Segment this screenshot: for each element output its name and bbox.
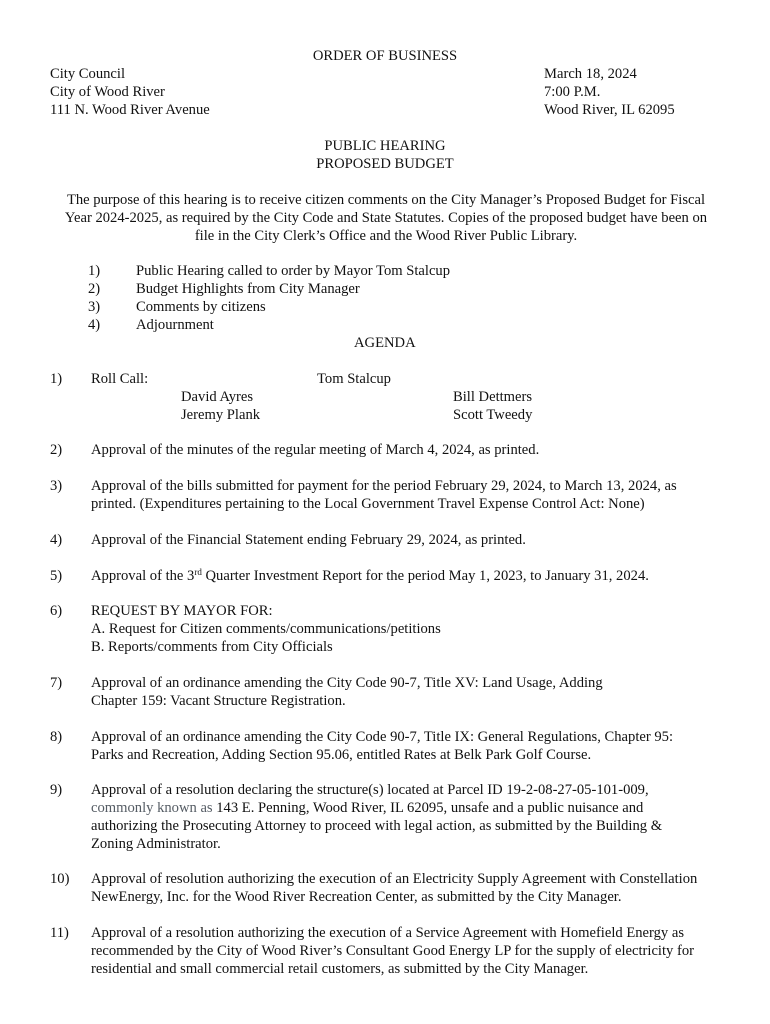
- agenda-item-text: [91, 781, 731, 853]
- agenda-item-text: [91, 567, 731, 585]
- item-number: 7): [50, 675, 63, 691]
- agenda-item-text: [91, 924, 731, 978]
- item-number: 3): [50, 478, 63, 494]
- hearing-item-number: 4): [88, 317, 101, 333]
- agenda-item-text: [91, 728, 731, 764]
- doc-title: ORDER OF BUSINESS: [312, 48, 458, 64]
- agenda-item-line: Approval of resolution authorizing the execution of an Electricity Supply Agreement with Constellation: [91, 871, 698, 887]
- agenda-item-line: Approval of a resolution authorizing the execution of a Service Agreement with Homefield Energy as: [91, 925, 685, 941]
- agenda-item-line: Chapter 159: Vacant Structure Registration.: [91, 693, 346, 709]
- agenda-item-subline: B. Reports/comments from City Officials: [91, 639, 333, 655]
- city-name: City of Wood River: [50, 84, 165, 100]
- hearing-item-number: 1): [88, 263, 101, 279]
- agenda-item-line: residential and small commercial retail customers, as submitted by the City Manager.: [91, 961, 589, 977]
- header-left: [50, 65, 210, 119]
- agenda-item-line: Approval of an ordinance amending the City Code 90-7, Title XV: Land Usage, Adding: [91, 675, 603, 691]
- purpose-line: file in the City Clerk’s Office and the Wood River Public Library.: [194, 228, 578, 244]
- agenda-item-text: [91, 674, 731, 710]
- agenda-item-line: printed. (Expenditures pertaining to the Local Government Travel Expense Control Act: None): [91, 496, 645, 512]
- agenda-item-line: Approval of an ordinance amending the City Code 90-7, Title IX: General Regulations, Chapter 95:: [91, 729, 674, 745]
- item-number: 2): [50, 442, 63, 458]
- hearing-item-text: Public Hearing called to order by Mayor Tom Stalcup: [136, 263, 451, 279]
- purpose-line: Year 2024-2025, as required by the City Code and State Statutes. Copies of the proposed budget have been on: [64, 210, 708, 226]
- hearing-title-line: PUBLIC HEARING: [324, 138, 446, 154]
- roll-call-member: Bill Dettmers: [453, 389, 533, 405]
- item-number: 9): [50, 782, 63, 798]
- meeting-location: Wood River, IL 62095: [544, 102, 675, 118]
- hearing-item: [88, 298, 450, 316]
- agenda-item-line: REQUEST BY MAYOR FOR:: [91, 603, 273, 619]
- roll-call-member: Scott Tweedy: [453, 407, 533, 423]
- agenda-item-line: Zoning Administrator.: [91, 836, 221, 852]
- item-number: 5): [50, 568, 63, 584]
- hearing-item: [88, 262, 450, 280]
- agenda-title: AGENDA: [354, 335, 416, 351]
- agenda-item-text: [91, 477, 731, 513]
- hearing-item-number: 2): [88, 281, 101, 297]
- agenda-item-line: Parks and Recreation, Adding Section 95.06, entitled Rates at Belk Park Golf Course.: [91, 747, 592, 763]
- item-number: 10): [50, 871, 70, 887]
- purpose-paragraph: [50, 191, 722, 245]
- agenda-item-subline: A. Request for Citizen comments/communications/petitions: [91, 621, 441, 637]
- hearing-item-number: 3): [88, 299, 101, 315]
- roll-call-label: Roll Call:: [91, 371, 149, 387]
- hearing-subtitle-line: PROPOSED BUDGET: [316, 156, 454, 172]
- council-name: City Council: [50, 66, 125, 82]
- hearing-item-text: Adjournment: [136, 317, 214, 333]
- item-text-part: 143 E. Penning, Wood River, IL 62095, unsafe and a public nuisance and: [212, 800, 644, 816]
- purpose-line: The purpose of this hearing is to receive citizen comments on the City Manager’s Proposed Budget for Fiscal: [66, 192, 706, 208]
- agenda-item-text: [91, 870, 731, 906]
- roll-call-member: David Ayres: [181, 389, 254, 405]
- agenda-item-text: [91, 602, 731, 656]
- agenda-item-line: NewEnergy, Inc. for the Wood River Recreation Center, as submitted by the City Manager.: [91, 889, 622, 905]
- header-right: [544, 65, 675, 119]
- agenda-item-line: [91, 567, 731, 585]
- hearing-items: [88, 262, 450, 334]
- gray-text: commonly known as: [91, 800, 213, 816]
- city-address: 111 N. Wood River Avenue: [50, 102, 210, 118]
- ordinal-suffix: rd: [194, 567, 202, 577]
- hearing-item: [88, 316, 450, 334]
- item-number: 11): [50, 925, 69, 941]
- roll-call-mayor: Tom Stalcup: [317, 371, 391, 387]
- roll-call-member: Jeremy Plank: [181, 407, 261, 423]
- agenda-item-text: [91, 531, 731, 549]
- hearing-item-text: Comments by citizens: [136, 299, 266, 315]
- agenda-item-line: Approval of the Financial Statement ending February 29, 2024, as printed.: [91, 532, 526, 548]
- hearing-item: [88, 280, 450, 298]
- agenda-item-line: recommended by the City of Wood River’s Consultant Good Energy LP for the supply of electricity for: [91, 943, 695, 959]
- hearing-item-text: Budget Highlights from City Manager: [136, 281, 360, 297]
- agenda-item-line: Approval of a resolution declaring the structure(s) located at Parcel ID 19-2-08-27-05-101-009,: [91, 782, 649, 798]
- item-number: 8): [50, 729, 63, 745]
- agenda-item-line: [91, 799, 731, 817]
- hearing-title: [0, 137, 770, 173]
- item-number: 6): [50, 603, 63, 619]
- meeting-time: 7:00 P.M.: [544, 84, 601, 100]
- meeting-date: March 18, 2024: [544, 66, 637, 82]
- item-text-part: Approval of the 3: [91, 568, 195, 584]
- item-text-part: Quarter Investment Report for the period May 1, 2023, to January 31, 2024.: [201, 568, 649, 584]
- agenda-item-text: [91, 441, 731, 459]
- agenda-item-line: authorizing the Prosecuting Attorney to proceed with legal action, as submitted by the Building &: [91, 818, 663, 834]
- item-number: 1): [50, 371, 63, 387]
- agenda-item-line: Approval of the minutes of the regular meeting of March 4, 2024, as printed.: [91, 442, 540, 458]
- agenda-item-line: Approval of the bills submitted for payment for the period February 29, 2024, to March 13, 2024, as: [91, 478, 677, 494]
- item-number: 4): [50, 532, 63, 548]
